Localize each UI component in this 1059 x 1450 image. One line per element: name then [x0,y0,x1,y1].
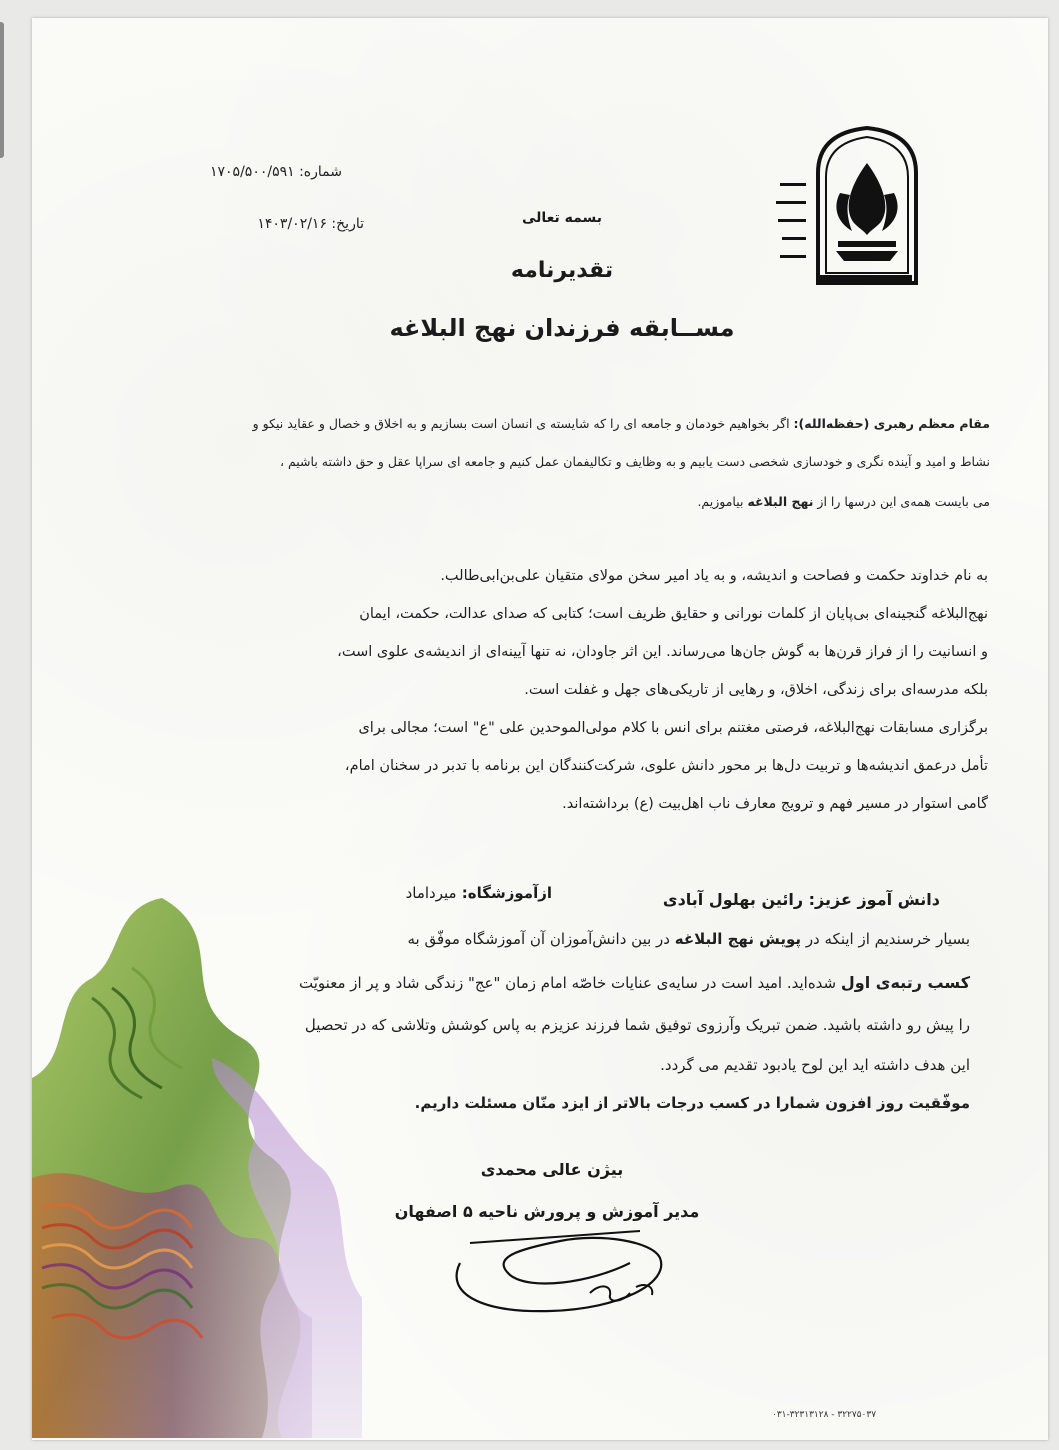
message-line-3: را پیش رو داشته باشید. ضمن تبریک وآرزوی توفیق شما فرزند عزیزم به پاس کوشش وتلاشی که در تحصیل [304,1016,970,1034]
certificate-title: تقدیرنامه [510,258,614,283]
message-line-1: بسیار خرسندیم از اینکه در پویش نهج البلاغه در بین دانش‌آموزان آن آموزشگاه موفّق به [407,930,970,948]
footer-contact: ۰۳۱-۳۲۳۱۳۱۲۸ - ۳۲۲۷۵۰۳۷ [772,1410,877,1420]
quote-line-3: می بایست همه‌ی این درسها را از نهج البلاغه بیاموزیم. [697,494,990,509]
letter-date: تاریخ: ۱۴۰۳/۰۲/۱۶ [257,216,364,232]
competition-title: مســابقه فرزندان نهج البلاغه [389,314,735,342]
body-line-4: بلکه مدرسه‌ای برای زندگی، اخلاق، و رهایی از تاریکی‌های جهل و غفلت است. [524,682,988,698]
body-line-6: تأمل درعمق اندیشه‌ها و تربیت دل‌ها بر محور دانش علوی، شرکت‌کنندگان این برنامه با تدبر در سخنان امام، [344,758,988,774]
handwritten-signature [440,1223,690,1323]
quote-line-2: نشاط و امید و آینده نگری و خودسازی شخصی دست یابیم و به وظایف و تکالیفمان عمل کنیم و جامعه ای سراپا عقل و حق داشته باشیم ، [279,454,990,469]
quote-line-1: مقام معظم رهبری (حفظه‌الله): اگر بخواهیم خودمان و جامعه ای را که شایسته ی انسان است بسازیم و به اخلاق و خصال و عقاید نیکو و [252,416,990,431]
svg-text:عالی: عالی [610,1305,613,1306]
message-line-5: موفّقیت روز افزون شمارا در کسب درجات بالاتر از ایزد منّان مسئلت داریم. [414,1094,970,1112]
signer-name: بیژن عالی محمدی [480,1160,624,1179]
certificate-page [32,18,1048,1440]
message-line-4: این هدف داشته اید این لوح یادبود تقدیم می گردد. [660,1056,970,1074]
message-line-2: کسب رتبه‌ی اول شده‌اید. امید است در سایه‌ی عنایات خاصّه امام زمان "عج" زندگی شاد و پر از معنویّت [299,973,970,992]
signer-title: مدیر آموزش و پرورش ناحیه ۵ اصفهان [394,1202,700,1221]
body-line-1: به نام خداوند حکمت و فصاحت و اندیشه، و به یاد امیر سخن مولای متقیان علی‌بن‌ابی‌طالب. [440,568,988,584]
scrollbar-handle[interactable] [0,22,4,158]
body-line-7: گامی استوار در مسیر فهم و ترویج معارف ناب اهل‌بیت (ع) برداشته‌اند. [562,796,988,812]
ministry-emblem [772,123,922,293]
student-line: دانش آموز عزیز: رائین بهلول آبادی [662,890,940,909]
basmala: بسمه تعالی [521,210,603,226]
school-line: ازآموزشگاه: میرداماد [405,884,552,902]
body-line-2: نهج‌البلاغه گنجینه‌ای بی‌پایان از کلمات نورانی و حقایق ظریف است؛ کتابی که صدای عدالت، حکمت، ایمان [359,606,988,622]
body-line-3: و انسانیت را از فراز قرن‌ها به گوش جان‌ها می‌رساند. این اثر جاودان، نه تنها آیینه‌ای از اندیشه‌ی علوی است، [337,644,988,660]
body-line-5: برگزاری مسابقات نهج‌البلاغه، فرصتی مغتنم برای انس با کلام مولی‌الموحدین علی "ع" است؛ مجالی برای [358,720,988,736]
marbled-decoration [32,878,372,1438]
letter-number: شماره: ۱۷۰۵/۵۰۰/۵۹۱ [210,164,342,180]
